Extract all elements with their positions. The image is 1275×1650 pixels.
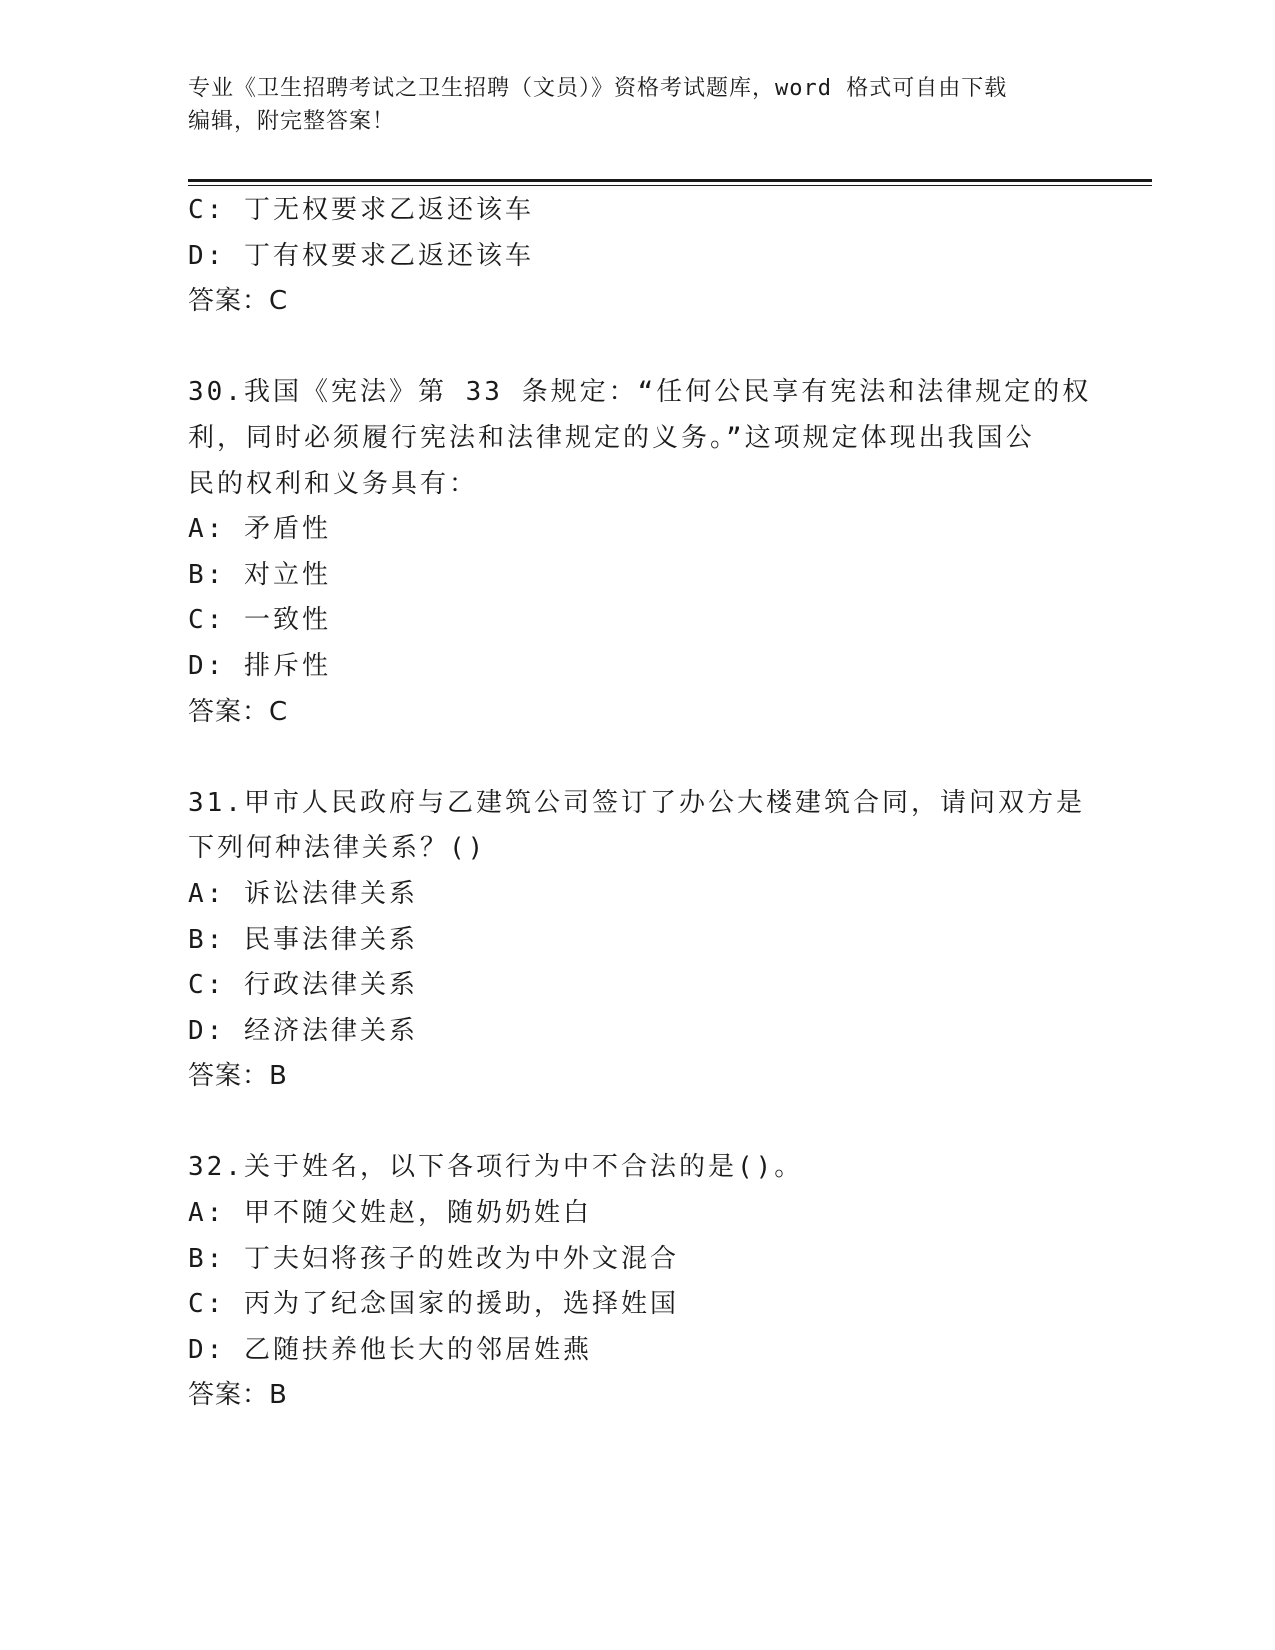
header-divider-thin <box>188 185 1152 186</box>
option-label: C: <box>188 195 226 225</box>
question-stem-line: 30.我国《宪法》第 33 条规定：“任何公民享有宪法和法律规定的权 <box>188 377 1092 408</box>
question-32 <box>188 1145 1088 1419</box>
option-label: C: <box>188 970 226 1001</box>
option-label: B: <box>188 924 226 955</box>
option-text: 行政法律关系 <box>243 970 418 1001</box>
option-text: 丁有权要求乙返还该车 <box>243 240 534 271</box>
option-text: 甲不随父姓赵，随奶奶姓白 <box>243 1198 592 1229</box>
option-text: 经济法律关系 <box>243 1015 418 1046</box>
option-text: 丁夫妇将孩子的姓改为中外文混合 <box>243 1243 679 1274</box>
option-d <box>188 644 1088 690</box>
question-31 <box>188 781 1088 1100</box>
question-30 <box>188 370 1092 735</box>
option-d <box>188 234 1088 280</box>
option-label: A: <box>188 878 226 909</box>
question-stem-line: 民的权利和义务具有： <box>188 468 479 499</box>
option-b <box>188 553 1088 599</box>
option-a <box>188 507 1088 553</box>
answer-line: 答案：B <box>188 1380 288 1411</box>
option-text: 乙随扶养他长大的邻居姓燕 <box>243 1334 592 1365</box>
option-b <box>188 918 1088 964</box>
header-divider-thick <box>188 179 1152 182</box>
option-label: D: <box>188 650 226 681</box>
option-text: 诉讼法律关系 <box>243 878 418 909</box>
option-label: A: <box>188 514 226 545</box>
header-line-1: 专业《卫生招聘考试之卫生招聘（文员）》资格考试题库，word 格式可自由下载 <box>188 76 1008 101</box>
option-label: D: <box>188 240 226 271</box>
option-label: C: <box>188 605 226 636</box>
question-stem-line: 利，同时必须履行宪法和法律规定的义务。”这项规定体现出我国公 <box>188 422 1035 453</box>
option-text: 丙为了纪念国家的援助，选择姓国 <box>243 1289 679 1320</box>
option-text: 民事法律关系 <box>243 924 418 955</box>
answer-line: 答案：C <box>188 696 289 727</box>
option-text: 排斥性 <box>243 650 331 681</box>
option-a <box>188 872 1088 918</box>
question-stem-line: 下列何种法律关系？() <box>188 833 487 864</box>
document-body <box>188 188 1092 1419</box>
header-line-2: 编辑，附完整答案！ <box>188 109 396 134</box>
option-d <box>188 1328 1088 1374</box>
option-text: 矛盾性 <box>243 514 331 545</box>
option-text: 对立性 <box>243 559 331 590</box>
answer-line: 答案：C <box>188 286 289 317</box>
option-text: 一致性 <box>243 605 331 636</box>
option-label: A: <box>188 1198 226 1229</box>
option-label: D: <box>188 1015 226 1046</box>
option-b <box>188 1237 1088 1283</box>
option-c <box>188 963 1088 1009</box>
option-label: D: <box>188 1334 226 1365</box>
spacer <box>188 1100 1088 1146</box>
option-text: 丁无权要求乙返还该车 <box>243 195 534 225</box>
question-29-continuation <box>188 188 1088 325</box>
option-c <box>188 1282 1088 1328</box>
question-stem-line: 32.关于姓名，以下各项行为中不合法的是()。 <box>188 1152 804 1183</box>
option-a <box>188 1191 1088 1237</box>
spacer <box>188 325 1088 371</box>
option-d <box>188 1009 1088 1055</box>
option-label: B: <box>188 1243 226 1274</box>
option-c <box>188 598 1088 644</box>
option-label: C: <box>188 1289 226 1320</box>
document-header <box>188 72 1088 138</box>
option-c <box>188 188 1088 234</box>
answer-line: 答案：B <box>188 1061 288 1092</box>
spacer <box>188 735 1088 781</box>
option-label: B: <box>188 559 226 590</box>
question-stem-line: 31.甲市人民政府与乙建筑公司签订了办公大楼建筑合同，请问双方是 <box>188 787 1085 818</box>
